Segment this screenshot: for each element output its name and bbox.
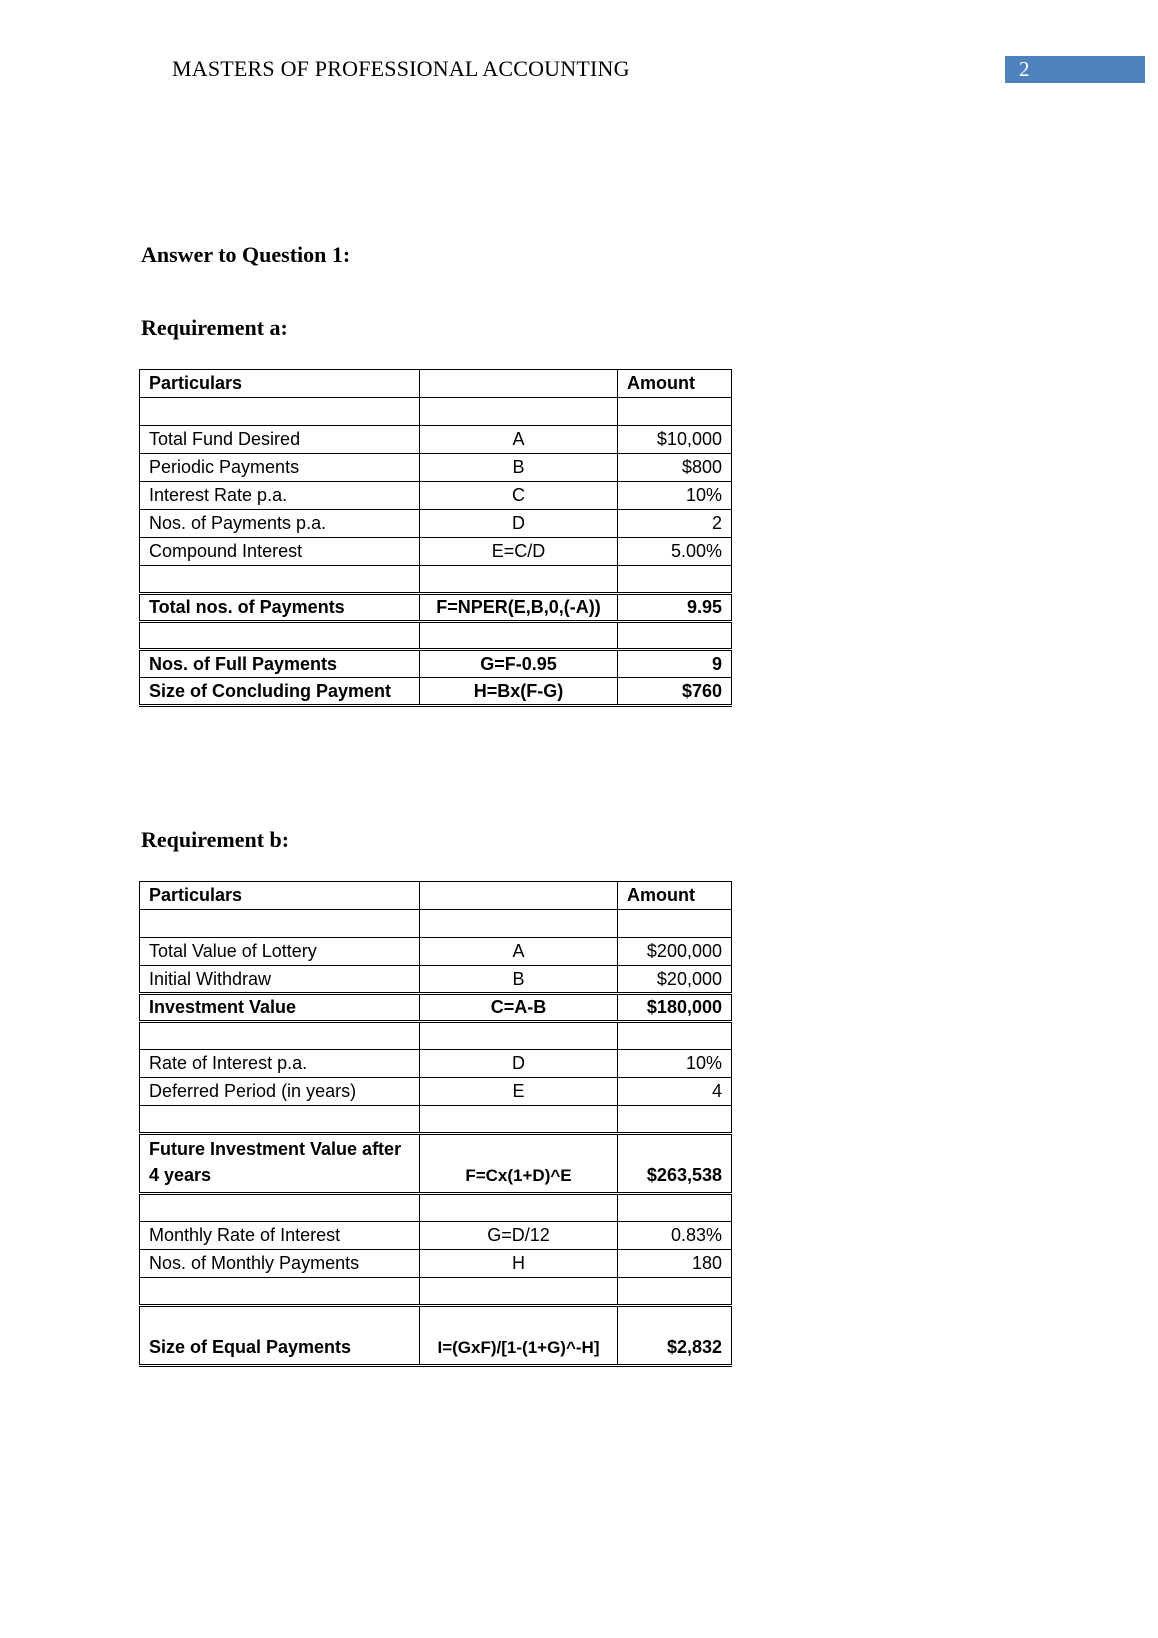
column-header-particulars: Particulars (140, 882, 420, 910)
row-formula: F=NPER(E,B,0,(-A)) (420, 594, 618, 622)
table-row (140, 966, 732, 994)
row-label: Initial Withdraw (140, 966, 420, 994)
row-amount: 4 (618, 1078, 732, 1106)
row-label: Size of Concluding Payment (140, 678, 420, 706)
row-amount: 2 (618, 510, 732, 538)
row-formula: B (420, 966, 618, 994)
spacer-row (140, 1194, 732, 1222)
row-formula: I=(GxF)/[1-(1+G)^-H] (420, 1306, 618, 1366)
table-header-row (140, 882, 732, 910)
column-header-formula (420, 370, 618, 398)
row-label: Deferred Period (in years) (140, 1078, 420, 1106)
row-label: Compound Interest (140, 538, 420, 566)
table-row-total (140, 1134, 732, 1194)
row-formula: C (420, 482, 618, 510)
row-label: Periodic Payments (140, 454, 420, 482)
row-formula: G=D/12 (420, 1222, 618, 1250)
column-header-particulars: Particulars (140, 370, 420, 398)
row-amount: $2,832 (618, 1306, 732, 1366)
row-amount: $180,000 (618, 994, 732, 1022)
row-amount: $200,000 (618, 938, 732, 966)
row-amount: $10,000 (618, 426, 732, 454)
table-row (140, 482, 732, 510)
row-label: Nos. of Payments p.a. (140, 510, 420, 538)
row-amount: 10% (618, 482, 732, 510)
spacer-row (140, 622, 732, 650)
row-formula: E (420, 1078, 618, 1106)
spacer-row (140, 910, 732, 938)
table-header-row (140, 370, 732, 398)
row-label: Total Value of Lottery (140, 938, 420, 966)
row-amount: 5.00% (618, 538, 732, 566)
row-formula: H (420, 1250, 618, 1278)
requirement-a-heading: Requirement a: (141, 315, 288, 340)
row-amount: $263,538 (618, 1134, 732, 1194)
requirement-b-table (139, 881, 732, 1367)
row-label: Interest Rate p.a. (140, 482, 420, 510)
row-amount: 0.83% (618, 1222, 732, 1250)
column-header-amount: Amount (618, 882, 732, 910)
row-formula: C=A-B (420, 994, 618, 1022)
row-label: Investment Value (140, 994, 420, 1022)
table-row (140, 538, 732, 566)
row-formula: D (420, 1050, 618, 1078)
table-row-total (140, 650, 732, 678)
row-formula: D (420, 510, 618, 538)
row-formula: A (420, 426, 618, 454)
row-formula: E=C/D (420, 538, 618, 566)
row-amount: $20,000 (618, 966, 732, 994)
requirement-a-table (139, 369, 732, 707)
row-amount: $800 (618, 454, 732, 482)
spacer-row (140, 1278, 732, 1306)
row-label: Total Fund Desired (140, 426, 420, 454)
row-label: Rate of Interest p.a. (140, 1050, 420, 1078)
row-amount: 10% (618, 1050, 732, 1078)
table-row (140, 426, 732, 454)
row-amount: 9.95 (618, 594, 732, 622)
row-label: Nos. of Full Payments (140, 650, 420, 678)
column-header-formula (420, 882, 618, 910)
spacer-row (140, 566, 732, 594)
table-row (140, 454, 732, 482)
table-row-total (140, 994, 732, 1022)
row-label: Total nos. of Payments (140, 594, 420, 622)
table-row (140, 1050, 732, 1078)
table-row (140, 510, 732, 538)
table-row (140, 1250, 732, 1278)
requirement-b-heading: Requirement b: (141, 827, 290, 852)
table-row (140, 938, 732, 966)
table-row-total (140, 678, 732, 706)
row-label: Monthly Rate of Interest (140, 1222, 420, 1250)
running-header-title: MASTERS OF PROFESSIONAL ACCOUNTING (172, 56, 630, 81)
table-row (140, 1078, 732, 1106)
row-label: Size of Equal Payments (140, 1306, 420, 1366)
page-number-badge: 2 (1005, 56, 1145, 83)
row-formula: G=F-0.95 (420, 650, 618, 678)
row-amount: 180 (618, 1250, 732, 1278)
spacer-row (140, 1022, 732, 1050)
spacer-row (140, 398, 732, 426)
row-formula: H=Bx(F-G) (420, 678, 618, 706)
row-formula: B (420, 454, 618, 482)
table-row-total (140, 1306, 732, 1366)
row-amount: $760 (618, 678, 732, 706)
table-row (140, 1222, 732, 1250)
row-formula: A (420, 938, 618, 966)
spacer-row (140, 1106, 732, 1134)
row-amount: 9 (618, 650, 732, 678)
column-header-amount: Amount (618, 370, 732, 398)
row-formula: F=Cx(1+D)^E (420, 1134, 618, 1194)
answer-heading: Answer to Question 1: (141, 242, 351, 267)
table-row-total (140, 594, 732, 622)
row-label: Nos. of Monthly Payments (140, 1250, 420, 1278)
row-label: Future Investment Value after 4 years (140, 1134, 420, 1194)
